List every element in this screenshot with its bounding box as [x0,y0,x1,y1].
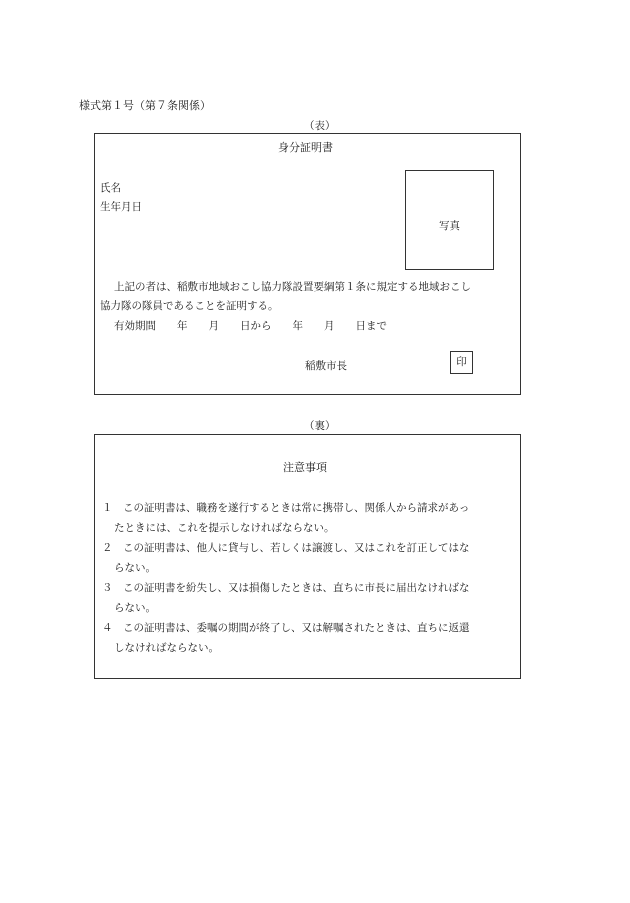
date-of-birth-field-label: 生年月日 [100,201,142,213]
validity-period: 有効期間 年 月 日から 年 月 日まで [114,320,387,332]
photo-placeholder [405,170,494,270]
note-item-4-line2: しなければならない。 [114,642,219,654]
note-item-2-line2: らない。 [114,562,156,574]
note-item-1-line1: １ この証明書は、職務を遂行するときは常に携帯し、関係人から請求があっ [102,502,470,514]
note-item-4-line1: ４ この証明書は、委嘱の期間が終了し、又は解嘱されたときは、直ちに返還 [102,622,470,634]
seal-box: 印 [450,351,473,374]
form-number-label: 様式第１号（第７条関係） [79,99,211,112]
certification-text-line1: 上記の者は、稲敷市地域おこし協力隊設置要綱第１条に規定する地域おこし [114,281,471,293]
notes-title: 注意事項 [283,461,327,474]
note-item-1-line2: たときには、これを提示しなければならない。 [114,522,335,534]
name-field-label: 氏名 [100,182,121,194]
certificate-title: 身分証明書 [278,141,333,154]
note-item-3-line1: ３ この証明書を紛失し、又は損傷したときは、直ちに市長に届出なければな [102,582,470,594]
note-item-2-line1: ２ この証明書は、他人に貸与し、若しくは譲渡し、又はこれを訂正してはな [102,542,470,554]
photo-label: 写真 [439,220,460,232]
certification-text-line2: 協力隊の隊員であることを証明する。 [100,300,279,312]
back-side-label: （裏） [304,420,336,432]
note-item-3-line2: らない。 [114,602,156,614]
issuer-name: 稲敷市長 [305,360,347,372]
front-side-label: （表） [304,120,336,132]
